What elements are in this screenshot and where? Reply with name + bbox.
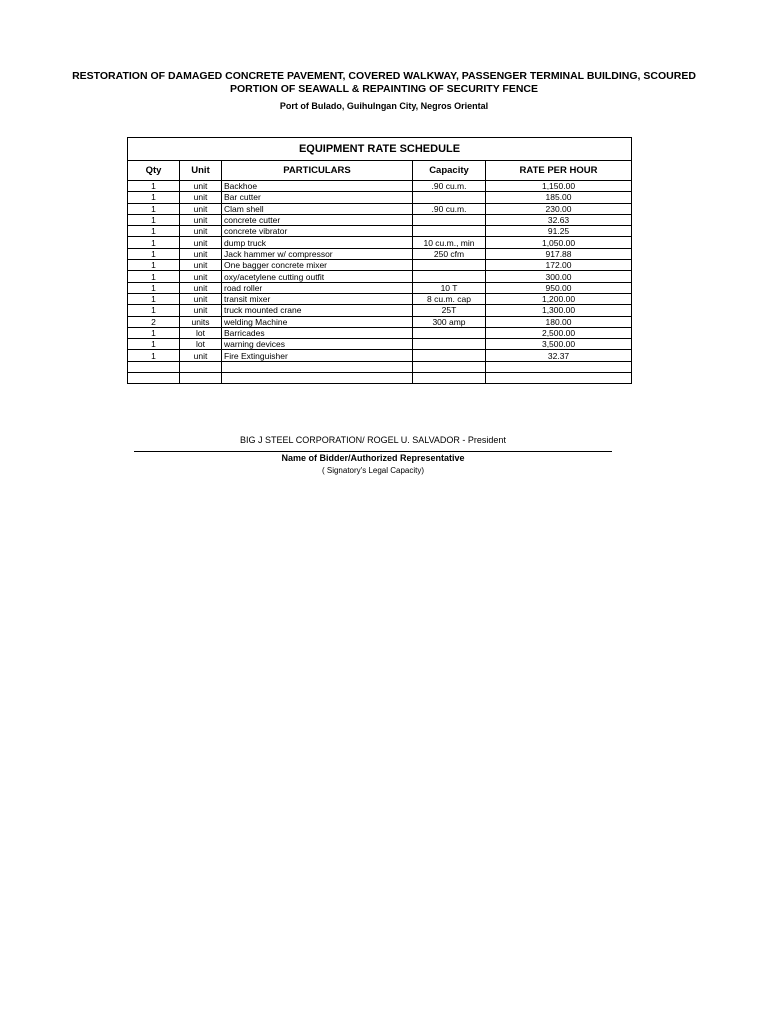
cell-capacity: 25T [413,305,486,316]
cell-unit: lot [180,327,222,338]
cell-rate [486,373,632,384]
cell-unit: lot [180,339,222,350]
table-body [128,181,632,384]
cell-unit [180,373,222,384]
cell-unit: unit [180,305,222,316]
cell-particulars: Bar cutter [222,192,413,203]
cell-capacity [413,339,486,350]
cell-qty: 2 [128,316,180,327]
cell-capacity: 10 T [413,282,486,293]
cell-rate: 180.00 [486,316,632,327]
table-row [128,192,632,203]
cell-particulars: Backhoe [222,181,413,192]
cell-capacity: .90 cu.m. [413,181,486,192]
cell-unit: unit [180,248,222,259]
table-row [128,271,632,282]
cell-capacity: 8 cu.m. cap [413,293,486,304]
cell-capacity [413,350,486,361]
document-title-line-2: PORTION OF SEAWALL & REPAINTING OF SECURITY FENCE [229,83,539,95]
cell-qty: 1 [128,260,180,271]
cell-rate: 1,150.00 [486,181,632,192]
table-row [128,203,632,214]
cell-rate: 950.00 [486,282,632,293]
signature-caption: Name of Bidder/Authorized Representative [281,453,465,463]
cell-rate: 1,050.00 [486,237,632,248]
cell-qty: 1 [128,248,180,259]
cell-rate: 3,500.00 [486,339,632,350]
cell-particulars: truck mounted crane [222,305,413,316]
table-row [128,260,632,271]
cell-particulars [222,373,413,384]
cell-qty: 1 [128,214,180,225]
cell-qty: 1 [128,237,180,248]
column-header-capacity: Capacity [413,161,486,181]
cell-particulars: concrete vibrator [222,226,413,237]
cell-particulars: dump truck [222,237,413,248]
cell-unit: unit [180,282,222,293]
cell-capacity: 250 cfm [413,248,486,259]
cell-qty: 1 [128,350,180,361]
table-row [128,181,632,192]
cell-unit: unit [180,226,222,237]
cell-rate: 917.88 [486,248,632,259]
cell-qty: 1 [128,192,180,203]
cell-capacity [413,260,486,271]
cell-rate: 32.37 [486,350,632,361]
cell-capacity: 10 cu.m., min [413,237,486,248]
cell-capacity [413,271,486,282]
table-row [128,214,632,225]
cell-unit: unit [180,293,222,304]
column-header-particulars: PARTICULARS [222,161,413,181]
cell-qty: 1 [128,327,180,338]
cell-rate: 185.00 [486,192,632,203]
table-row [128,237,632,248]
cell-particulars: warning devices [222,339,413,350]
cell-unit: unit [180,260,222,271]
cell-capacity [413,327,486,338]
table-row [128,373,632,384]
cell-rate: 1,200.00 [486,293,632,304]
cell-capacity [413,361,486,372]
signatory-capacity: ( Signatory's Legal Capacity) [321,466,425,475]
cell-qty: 1 [128,305,180,316]
cell-rate: 230.00 [486,203,632,214]
column-header-rate: RATE PER HOUR [486,161,632,181]
project-location: Port of Bulado, Guihulngan City, Negros Oriental [279,101,489,111]
cell-unit: unit [180,181,222,192]
cell-qty: 1 [128,282,180,293]
cell-qty: 1 [128,203,180,214]
table-row [128,350,632,361]
cell-capacity [413,192,486,203]
cell-particulars: welding Machine [222,316,413,327]
cell-capacity: .90 cu.m. [413,203,486,214]
cell-rate: 300.00 [486,271,632,282]
cell-rate: 91.25 [486,226,632,237]
cell-qty: 1 [128,226,180,237]
table-row [128,361,632,372]
cell-rate: 32.63 [486,214,632,225]
cell-particulars: transit mixer [222,293,413,304]
cell-capacity [413,373,486,384]
column-header-unit: Unit [180,161,222,181]
table-title: EQUIPMENT RATE SCHEDULE [128,138,632,161]
cell-particulars: Fire Extinguisher [222,350,413,361]
cell-rate: 172.00 [486,260,632,271]
cell-rate: 1,300.00 [486,305,632,316]
cell-capacity: 300 amp [413,316,486,327]
cell-qty: 1 [128,181,180,192]
cell-unit: unit [180,214,222,225]
cell-particulars: Barricades [222,327,413,338]
cell-capacity [413,226,486,237]
cell-particulars: concrete cutter [222,214,413,225]
table-row [128,282,632,293]
cell-unit [180,361,222,372]
cell-particulars: oxy/acetylene cutting outfit [222,271,413,282]
bidder-name: BIG J STEEL CORPORATION/ ROGEL U. SALVADOR - President [240,435,506,445]
cell-rate: 2,500.00 [486,327,632,338]
table-row [128,248,632,259]
cell-unit: unit [180,350,222,361]
cell-unit: unit [180,237,222,248]
table-row [128,305,632,316]
cell-particulars: One bagger concrete mixer [222,260,413,271]
table-row [128,293,632,304]
cell-qty: 1 [128,271,180,282]
column-header-qty: Qty [128,161,180,181]
cell-particulars: road roller [222,282,413,293]
column-header-row [128,161,632,181]
equipment-rate-table [127,137,632,384]
cell-rate [486,361,632,372]
table-row [128,316,632,327]
document-title-line-1: RESTORATION OF DAMAGED CONCRETE PAVEMENT, COVERED WALKWAY, PASSENGER TERMINAL BUILDING, SCOURED [72,70,696,82]
cell-particulars: Clam shell [222,203,413,214]
cell-unit: units [180,316,222,327]
cell-qty: 1 [128,293,180,304]
cell-unit: unit [180,192,222,203]
cell-qty: 1 [128,339,180,350]
cell-particulars [222,361,413,372]
cell-capacity [413,214,486,225]
table-row [128,327,632,338]
table-row [128,226,632,237]
cell-unit: unit [180,271,222,282]
table-row [128,339,632,350]
cell-particulars: Jack hammer w/ compressor [222,248,413,259]
cell-unit: unit [180,203,222,214]
cell-qty [128,361,180,372]
cell-qty [128,373,180,384]
